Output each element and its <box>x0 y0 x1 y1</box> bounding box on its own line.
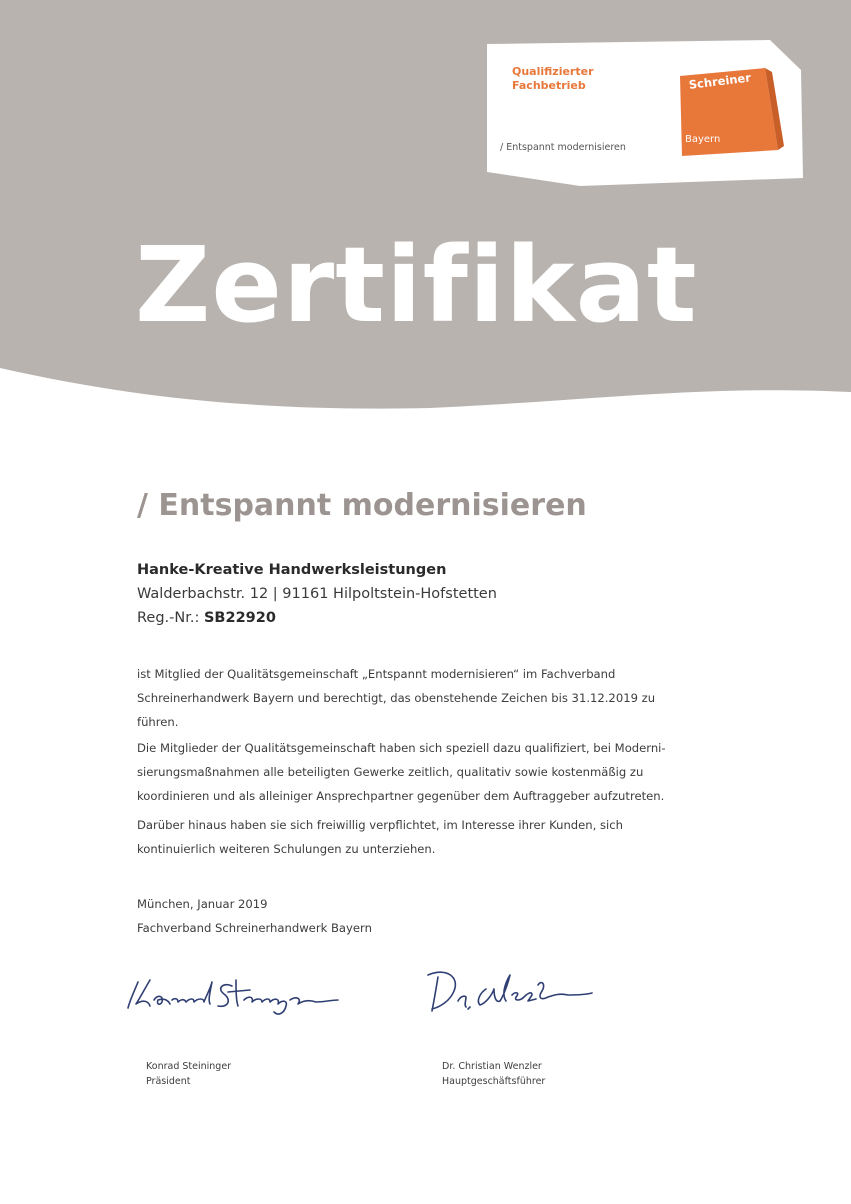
logo-line-1: Qualifizierter <box>512 65 594 78</box>
signature-managing-director <box>420 955 600 1020</box>
logo-card <box>0 0 851 200</box>
certificate-title: Zertifikat <box>135 224 698 346</box>
paragraph-membership: ist Mitglied der Qualitätsgemeinschaft „Entspannt modernisieren“ im Fachverband Schreinerhandwerk Bayern und berechtigt, das obenstehende Zeichen bis 31.12.2019 zu führen. <box>137 667 656 729</box>
issue-place-date: München, Januar 2019 <box>137 897 268 911</box>
registration-number <box>137 610 276 626</box>
member-company: Hanke-Kreative Handwerksleistungen <box>137 562 447 578</box>
paragraph-training: Darüber hinaus haben sie sich freiwillig verpflichtet, im Interesse ihrer Kunden, sich kontinuierlich weiteren Schulungen zu unterziehen. <box>137 818 624 856</box>
registration-label: Reg.-Nr.: <box>137 610 204 626</box>
program-subtitle: / Entspannt modernisieren <box>137 488 587 523</box>
signer-name: Konrad Steininger <box>146 1061 232 1072</box>
paragraph-qualification: Die Mitglieder der Qualitätsgemeinschaft haben sich speziell dazu qualifiziert, bei Modernisierungsmaßnahmen alle beteiligten Gewerke zeitlich, qualitativ sowie kostenmäßig zu koordinieren und als alleiniger Ansprechpartner gegenüber dem Auftraggeber aufzutreten. <box>137 741 666 803</box>
logo-tagline: / Entspannt modernisieren <box>500 142 626 153</box>
signer-president <box>146 1059 231 1089</box>
issue-organization: Fachverband Schreinerhandwerk Bayern <box>137 921 372 935</box>
signer-name: Dr. Christian Wenzler <box>442 1061 542 1072</box>
signature-president <box>120 960 350 1020</box>
signer-role: Präsident <box>146 1076 191 1087</box>
member-address: Walderbachstr. 12 | 91161 Hilpoltstein-Hofstetten <box>137 586 497 602</box>
logo-cube-label-bottom: Bayern <box>685 134 721 145</box>
signer-managing-director <box>442 1059 545 1089</box>
logo-line-2: Fachbetrieb <box>512 79 586 92</box>
issue-block <box>137 892 372 940</box>
logo-cube-label-top: Schreiner <box>688 70 752 92</box>
registration-value: SB22920 <box>203 610 276 626</box>
signer-role: Hauptgeschäftsführer <box>442 1076 546 1087</box>
